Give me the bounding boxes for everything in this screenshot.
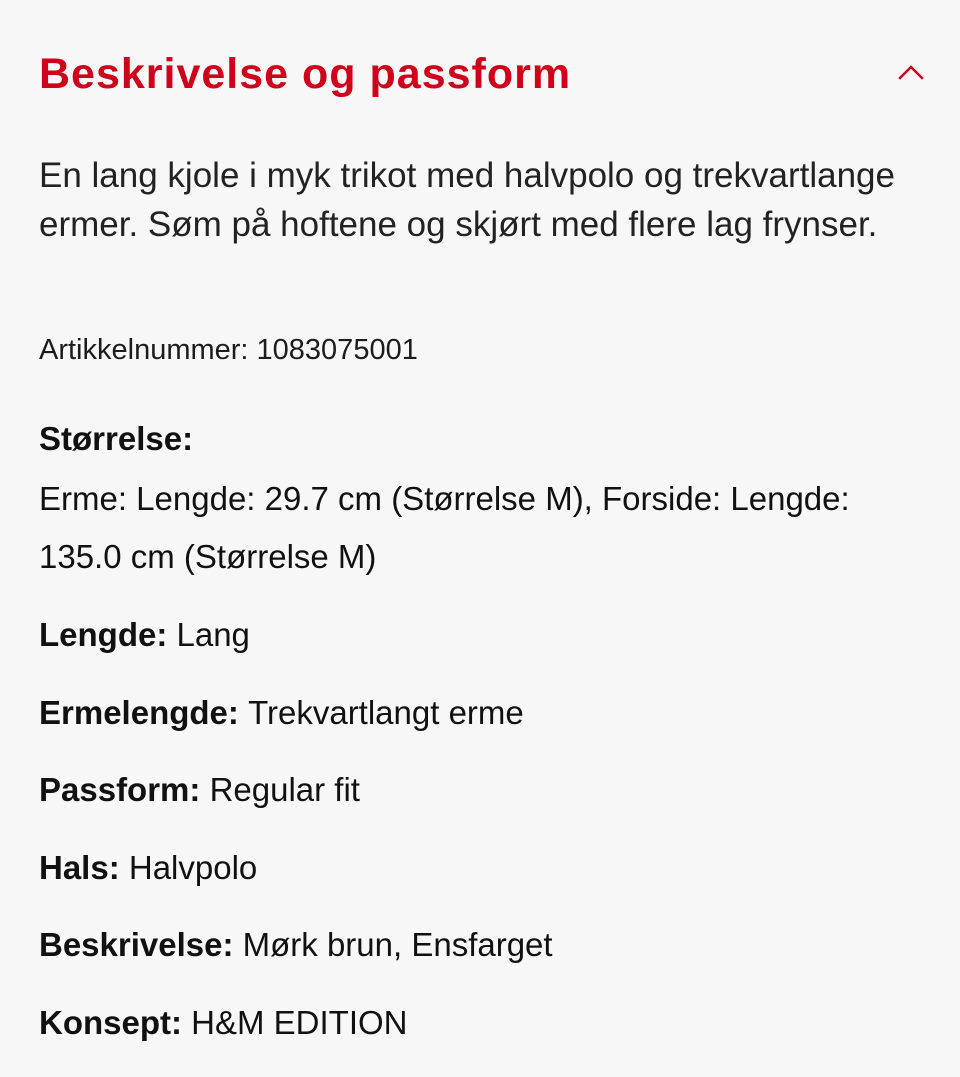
chevron-up-icon[interactable]: [898, 62, 924, 82]
attribute-label: Hals:: [39, 849, 129, 886]
attribute-label: Passform:: [39, 771, 210, 808]
attribute-label: Beskrivelse:: [39, 926, 243, 963]
attribute-length: [39, 612, 919, 690]
size-info: [39, 416, 919, 586]
size-value: Erme: Lengde: 29.7 cm (Størrelse M), Forside: Lengde: 135.0 cm (Størrelse M): [39, 470, 919, 586]
attribute-label: Konsept:: [39, 1004, 191, 1041]
attribute-label: Ermelengde:: [39, 694, 248, 731]
accordion-header-toggle[interactable]: [0, 40, 960, 110]
product-description: En lang kjole i myk trikot med halvpolo og trekvartlange ermer. Søm på hoftene og skjørt med flere lag frynser.: [39, 152, 919, 249]
article-number: Artikkelnummer: 1083075001: [39, 332, 418, 368]
attribute-value: Mørk brun, Ensfarget: [243, 926, 553, 963]
attribute-fit: [39, 767, 919, 845]
accordion-title: Beskrivelse og passform: [39, 48, 571, 100]
attribute-value: Trekvartlangt erme: [248, 694, 524, 731]
attribute-value: H&M EDITION: [191, 1004, 407, 1041]
size-label: Størrelse:: [39, 416, 919, 462]
attribute-value: Regular fit: [210, 771, 360, 808]
attribute-list: [39, 612, 919, 1077]
attribute-sleeve-length: [39, 690, 919, 768]
attribute-label: Lengde:: [39, 616, 177, 653]
attribute-value: Halvpolo: [129, 849, 257, 886]
attribute-concept: [39, 1000, 919, 1077]
attribute-value: Lang: [177, 616, 250, 653]
attribute-neckline: [39, 845, 919, 923]
attribute-description: [39, 922, 919, 1000]
